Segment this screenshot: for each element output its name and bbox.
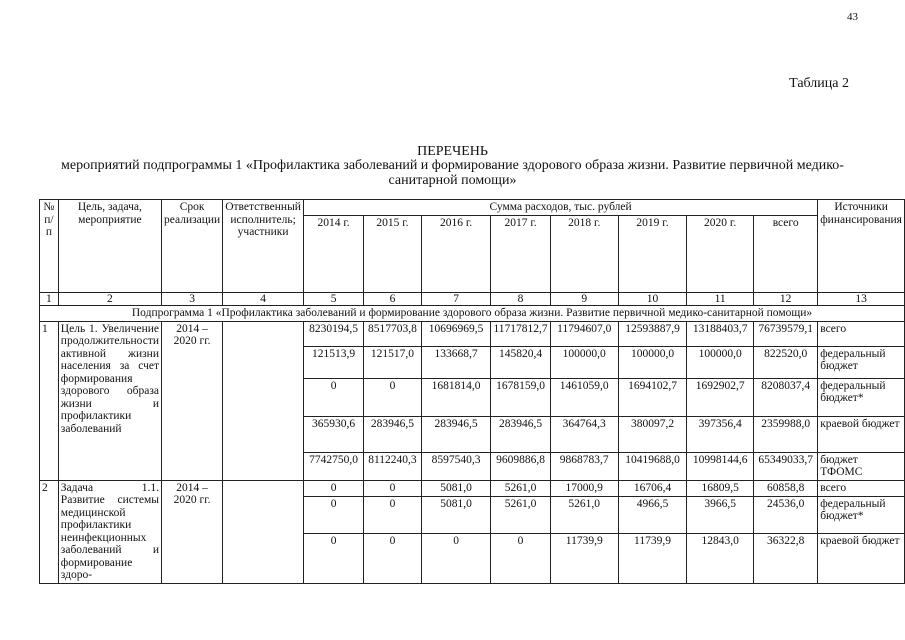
header-year: 2017 г. <box>491 215 550 292</box>
table-label: Таблица 2 <box>789 76 849 91</box>
funding-source: федеральный бюджет* <box>818 496 905 533</box>
header-year: 2015 г. <box>364 215 421 292</box>
value-cell: 380097,2 <box>618 416 686 452</box>
page-number: 43 <box>847 11 858 23</box>
row-term: 2014 – 2020 гг. <box>162 321 223 480</box>
value-cell: 10696969,5 <box>421 321 491 346</box>
funding-source: краевой бюджет <box>818 533 905 583</box>
value-cell: 11794607,0 <box>550 321 618 346</box>
value-cell: 0 <box>303 496 363 533</box>
value-cell: 9868783,7 <box>550 452 618 480</box>
value-cell: 100000,0 <box>687 346 754 378</box>
funding-source: всего <box>818 480 905 496</box>
value-cell: 283946,5 <box>364 416 421 452</box>
value-total: 36322,8 <box>754 533 818 583</box>
funding-source: бюджет ТФОМС <box>818 452 905 480</box>
value-cell: 8230194,5 <box>303 321 363 346</box>
document-title: ПЕРЕЧЕНЬ <box>417 144 488 159</box>
value-cell: 10998144,6 <box>687 452 754 480</box>
value-cell: 1681814,0 <box>421 378 491 416</box>
value-cell: 8112240,3 <box>364 452 421 480</box>
header-responsible: Ответственный исполнитель; участники <box>223 200 304 293</box>
column-number: 6 <box>364 292 421 306</box>
value-cell: 365930,6 <box>303 416 363 452</box>
value-total: 65349033,7 <box>754 452 818 480</box>
value-cell: 283946,5 <box>491 416 550 452</box>
value-cell: 10419688,0 <box>618 452 686 480</box>
value-cell: 0 <box>364 378 421 416</box>
row-description: Цель 1. Увеличение продолжительности активной жизни населения за счет формирования здорового образа жизни и профилактики заболеваний <box>58 321 161 480</box>
column-number: 13 <box>818 292 905 306</box>
row-responsible <box>223 321 304 480</box>
column-number: 1 <box>40 292 59 306</box>
funding-source: федеральный бюджет <box>818 346 905 378</box>
column-number: 2 <box>58 292 161 306</box>
value-cell: 3966,5 <box>687 496 754 533</box>
value-cell: 0 <box>364 496 421 533</box>
header-goal: Цель, задача, мероприятие <box>58 200 161 293</box>
value-total: 76739579,1 <box>754 321 818 346</box>
header-sum: Сумма расходов, тыс. рублей <box>303 200 817 216</box>
header-sources: Источники финансирования <box>818 200 905 293</box>
header-year: 2019 г. <box>618 215 686 292</box>
value-cell: 4966,5 <box>618 496 686 533</box>
header-num: № п/п <box>40 200 59 293</box>
row-number: 1 <box>40 321 59 480</box>
subprogram-row: Подпрограмма 1 «Профилактика заболеваний и формирование здорового образа жизни. Развитие первичной медико-санитарной помощи» <box>40 306 905 322</box>
value-total: 60858,8 <box>754 480 818 496</box>
header-year: 2014 г. <box>303 215 363 292</box>
column-number: 7 <box>421 292 491 306</box>
value-cell: 100000,0 <box>550 346 618 378</box>
value-cell: 0 <box>303 533 363 583</box>
value-total: 24536,0 <box>754 496 818 533</box>
value-cell: 1678159,0 <box>491 378 550 416</box>
document-subtitle: мероприятий подпрограммы 1 «Профилактика заболеваний и формирование здорового образа жизни. Развитие первичной медико-санитарной помощи» <box>61 158 844 188</box>
column-number: 4 <box>223 292 304 306</box>
value-cell: 283946,5 <box>421 416 491 452</box>
value-cell: 8597540,3 <box>421 452 491 480</box>
column-number: 8 <box>491 292 550 306</box>
value-cell: 100000,0 <box>618 346 686 378</box>
value-cell: 7742750,0 <box>303 452 363 480</box>
value-cell: 133668,7 <box>421 346 491 378</box>
value-cell: 5081,0 <box>421 480 491 496</box>
funding-source: всего <box>818 321 905 346</box>
value-cell: 0 <box>364 480 421 496</box>
column-number: 3 <box>162 292 223 306</box>
column-number: 9 <box>550 292 618 306</box>
header-total: всего <box>754 215 818 292</box>
value-cell: 12843,0 <box>687 533 754 583</box>
value-cell: 0 <box>303 480 363 496</box>
row-term: 2014 – 2020 гг. <box>162 480 223 583</box>
value-cell: 8517703,8 <box>364 321 421 346</box>
value-total: 8208037,4 <box>754 378 818 416</box>
value-cell: 0 <box>364 533 421 583</box>
value-cell: 364764,3 <box>550 416 618 452</box>
value-cell: 13188403,7 <box>687 321 754 346</box>
value-cell: 11739,9 <box>618 533 686 583</box>
value-cell: 5261,0 <box>491 496 550 533</box>
header-year: 2020 г. <box>687 215 754 292</box>
value-cell: 1461059,0 <box>550 378 618 416</box>
value-cell: 5261,0 <box>491 480 550 496</box>
row-responsible <box>223 480 304 583</box>
value-cell: 0 <box>491 533 550 583</box>
value-cell: 11717812,7 <box>491 321 550 346</box>
value-cell: 5081,0 <box>421 496 491 533</box>
value-cell: 1692902,7 <box>687 378 754 416</box>
value-cell: 0 <box>421 533 491 583</box>
header-term: Срок реализации <box>162 200 223 293</box>
value-cell: 121513,9 <box>303 346 363 378</box>
value-cell: 16809,5 <box>687 480 754 496</box>
value-total: 2359988,0 <box>754 416 818 452</box>
header-year: 2018 г. <box>550 215 618 292</box>
value-cell: 121517,0 <box>364 346 421 378</box>
value-total: 822520,0 <box>754 346 818 378</box>
row-number: 2 <box>40 480 59 583</box>
value-cell: 12593887,9 <box>618 321 686 346</box>
value-cell: 145820,4 <box>491 346 550 378</box>
column-number: 10 <box>618 292 686 306</box>
value-cell: 11739,9 <box>550 533 618 583</box>
funding-source: федеральный бюджет* <box>818 378 905 416</box>
value-cell: 0 <box>303 378 363 416</box>
column-number: 11 <box>687 292 754 306</box>
row-description: Задача 1.1. Развитие системы медицинской профилактики неинфекционных заболеваний и формирование здоро- <box>58 480 161 583</box>
funding-source: краевой бюджет <box>818 416 905 452</box>
value-cell: 1694102,7 <box>618 378 686 416</box>
value-cell: 397356,4 <box>687 416 754 452</box>
header-year: 2016 г. <box>421 215 491 292</box>
value-cell: 9609886,8 <box>491 452 550 480</box>
value-cell: 16706,4 <box>618 480 686 496</box>
expenses-table <box>39 199 905 584</box>
value-cell: 5261,0 <box>550 496 618 533</box>
value-cell: 17000,9 <box>550 480 618 496</box>
column-number: 5 <box>303 292 363 306</box>
column-number: 12 <box>754 292 818 306</box>
